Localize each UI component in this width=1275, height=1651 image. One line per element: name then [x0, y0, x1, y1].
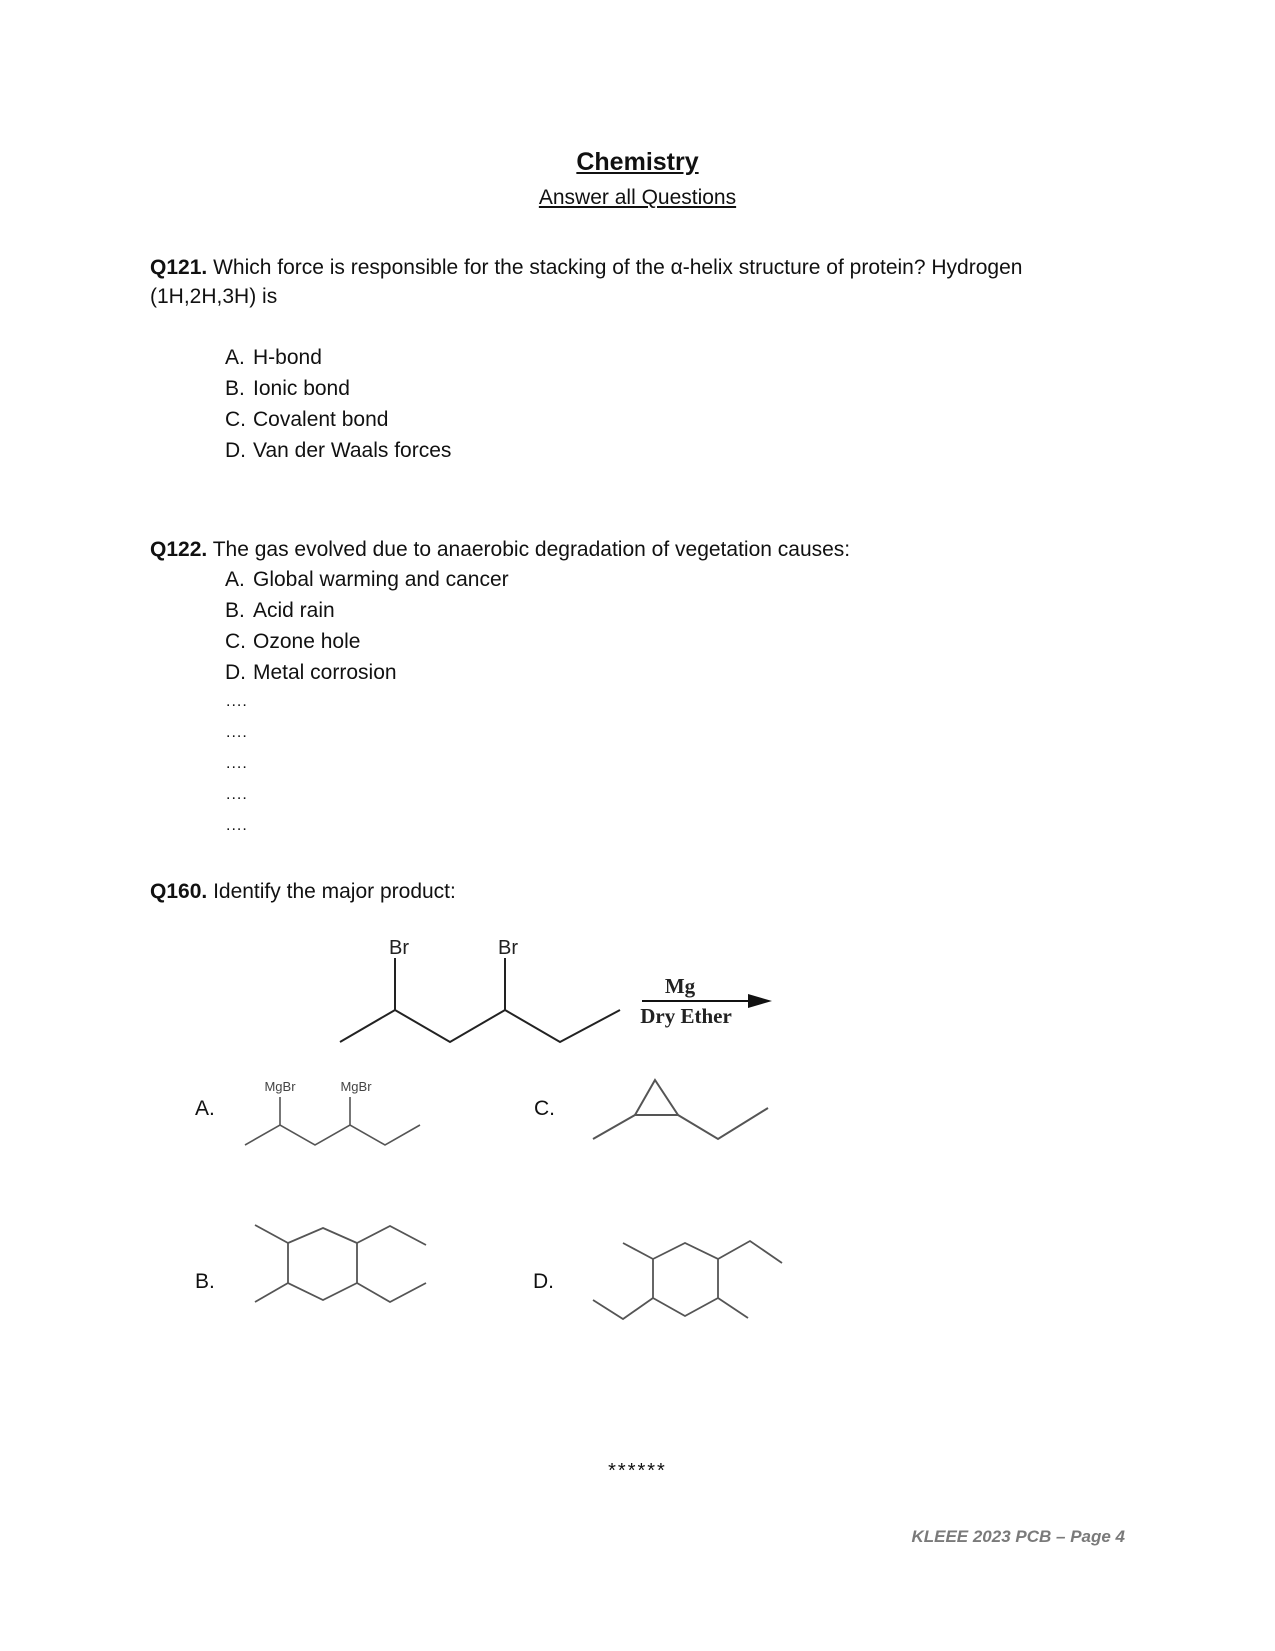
- bond: [255, 1225, 288, 1243]
- choice-d-structure: [590, 1238, 790, 1348]
- arrow-head-icon: [748, 994, 772, 1008]
- question-160: [150, 877, 1100, 906]
- cyclopropane-ring: [635, 1080, 678, 1115]
- condition-label: Dry Ether: [640, 1004, 732, 1028]
- question-121-options: [225, 342, 451, 466]
- bond: [357, 1283, 426, 1302]
- choice-label-b: B.: [195, 1270, 215, 1293]
- question-number: Q122.: [150, 538, 208, 561]
- choice-c-structure: [590, 1075, 780, 1170]
- question-text: Identify the major product:: [213, 880, 456, 903]
- option: D. Metal corrosion: [225, 661, 397, 684]
- option: C. Ozone hole: [225, 630, 361, 653]
- bond: [623, 1243, 653, 1259]
- bond: [255, 1283, 288, 1302]
- cyclohexane-ring: [288, 1228, 357, 1300]
- end-mark: ******: [608, 1460, 667, 1482]
- substituent-label: Br: [498, 937, 518, 959]
- choice-label-c: C.: [534, 1097, 555, 1120]
- substituent-label: MgBr: [264, 1079, 296, 1094]
- chain: [245, 1125, 420, 1145]
- option: C. Covalent bond: [225, 408, 389, 431]
- cyclohexane-ring: [653, 1243, 718, 1316]
- bond: [718, 1298, 748, 1318]
- bond: [678, 1108, 768, 1139]
- question-text: The gas evolved due to anaerobic degradation of vegetation causes:: [212, 538, 851, 561]
- bond: [593, 1115, 635, 1139]
- bond: [718, 1241, 782, 1263]
- question-122-options: [225, 564, 509, 688]
- reagent-label: Mg: [664, 974, 696, 998]
- reactant-chain: [340, 1010, 620, 1042]
- question-121: [150, 253, 1100, 311]
- option: B. Acid rain: [225, 599, 335, 622]
- option: A. H-bond: [225, 346, 322, 369]
- option: A. Global warming and cancer: [225, 568, 509, 591]
- question-number: Q121.: [150, 256, 208, 279]
- reaction-scheme: [330, 920, 790, 1060]
- substituent-label: Br: [389, 937, 409, 959]
- page-footer: KLEEE 2023 PCB – Page 4: [911, 1527, 1125, 1546]
- bond: [357, 1226, 426, 1245]
- choice-b-structure: [250, 1220, 450, 1340]
- question-number: Q160.: [150, 880, 208, 903]
- option: B. Ionic bond: [225, 377, 350, 400]
- substituent-label: MgBr: [340, 1079, 372, 1094]
- question-text: Which force is responsible for the stacking of the α-helix structure of protein? Hydrogen (1H,2H,3H) is: [150, 256, 1023, 308]
- option: D. Van der Waals forces: [225, 439, 452, 462]
- page-title: Chemistry: [576, 148, 699, 176]
- choice-a-structure: [240, 1065, 440, 1165]
- choice-label-a: A.: [195, 1097, 215, 1120]
- choice-label-d: D.: [533, 1270, 554, 1293]
- bond: [593, 1298, 653, 1319]
- question-122: [150, 535, 1100, 564]
- page-subtitle: Answer all Questions: [538, 186, 737, 209]
- omitted-questions-ellipsis: .... .... .... .... ....: [226, 693, 248, 834]
